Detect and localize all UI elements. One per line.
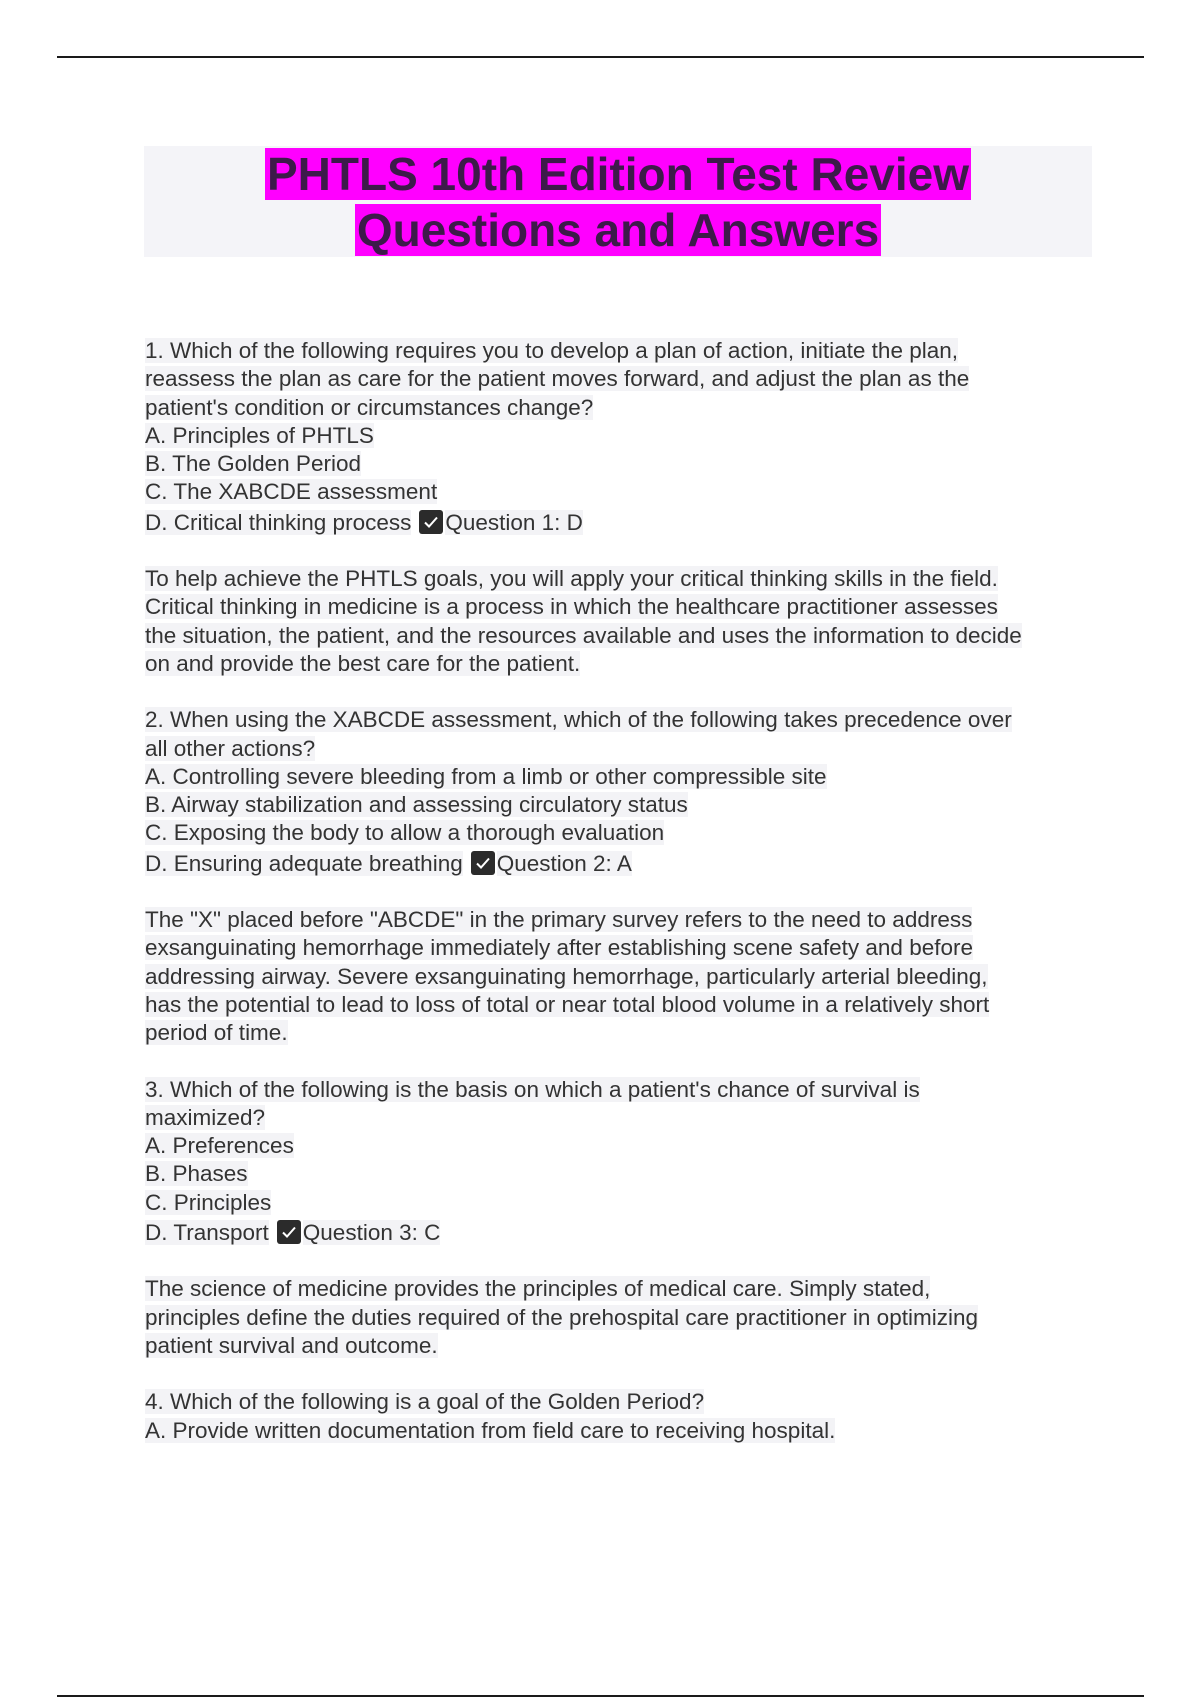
title-band <box>144 146 1092 257</box>
question-stem-line <box>145 1388 1100 1416</box>
answer-option-text: A. Provide written documentation from field care to receiving hospital. <box>145 1417 836 1443</box>
answer-option: D. Critical thinking process <box>145 509 412 535</box>
answer-option: D. Transport <box>145 1220 269 1246</box>
explanation-line <box>145 622 1100 650</box>
explanation-line-text: exsanguinating hemorrhage immediately after establishing scene safety and before <box>145 935 973 961</box>
question-stem-line-text: 1. Which of the following requires you to develop a plan of action, initiate the plan, <box>145 338 958 363</box>
answer-option-text: A. Controlling severe bleeding from a limb or other compressible site <box>145 763 827 789</box>
question-stem-line-text: patient's condition or circumstances change? <box>145 394 594 420</box>
explanation-block <box>145 906 1100 1047</box>
answer-option <box>145 763 1100 791</box>
question-stem-line <box>145 706 1100 734</box>
title-line-1 <box>144 146 1092 202</box>
question-stem-line <box>145 365 1100 393</box>
answer-option-text: B. Airway stabilization and assessing circulatory status <box>145 792 688 818</box>
bottom-rule <box>57 1695 1144 1697</box>
answer-option <box>145 1417 1100 1445</box>
explanation-line-text: the situation, the patient, and the resources available and uses the information to decide <box>145 622 1022 648</box>
title-highlight-2: Questions and Answers <box>356 204 880 256</box>
check-mark-icon <box>471 851 495 875</box>
check-mark-icon <box>419 510 443 534</box>
explanation-line-text: The "X" placed before "ABCDE" in the primary survey refers to the need to address <box>145 907 973 933</box>
question-stem-line-text: 2. When using the XABCDE assessment, which of the following takes precedence over <box>145 707 1012 733</box>
explanation-line <box>145 991 1100 1019</box>
check-mark-icon <box>277 1220 301 1244</box>
answer-option <box>145 1160 1100 1188</box>
explanation-line-text: has the potential to lead to loss of total or near total blood volume in a relatively short <box>145 991 990 1017</box>
answer-option-text: A. Preferences <box>145 1133 294 1159</box>
answer-option-text: C. Exposing the body to allow a thorough evaluation <box>145 820 665 846</box>
title-highlight-1: PHTLS 10th Edition Test Review <box>266 148 970 200</box>
answer-option-text: C. Principles <box>145 1189 272 1215</box>
explanation-line-text: on and provide the best care for the patient. <box>145 650 581 676</box>
document-body <box>145 337 1100 1473</box>
top-rule <box>57 56 1144 58</box>
question-stem-line <box>145 394 1100 422</box>
explanation-block <box>145 565 1100 678</box>
answer-option: D. Ensuring adequate breathing <box>145 850 463 876</box>
title-line-2 <box>144 202 1092 258</box>
explanation-line <box>145 1332 1100 1360</box>
answer-option-with-key <box>145 1219 1100 1247</box>
answer-option <box>145 819 1100 847</box>
answer-key: Question 2: A <box>496 850 632 876</box>
explanation-line <box>145 1304 1100 1332</box>
explanation-line <box>145 593 1100 621</box>
explanation-line <box>145 906 1100 934</box>
answer-key: Question 3: C <box>302 1220 441 1246</box>
question-block <box>145 1076 1100 1248</box>
question-stem-line <box>145 1104 1100 1132</box>
explanation-line-text: period of time. <box>145 1020 288 1046</box>
answer-option-text: B. The Golden Period <box>145 451 361 477</box>
answer-option <box>145 478 1100 506</box>
answer-option <box>145 450 1100 478</box>
explanation-line-text: To help achieve the PHTLS goals, you will apply your critical thinking skills in the field. <box>145 566 998 592</box>
question-stem-line-text: all other actions? <box>145 735 316 761</box>
question-stem-line <box>145 337 1100 365</box>
question-stem-line-text: 3. Which of the following is the basis on which a patient's chance of survival is <box>145 1076 920 1102</box>
question-stem-line-text: maximized? <box>145 1104 266 1130</box>
question-stem-line-text: 4. Which of the following is a goal of the Golden Period? <box>145 1389 705 1415</box>
answer-option-text: C. The XABCDE assessment <box>145 479 438 505</box>
answer-option-with-key <box>145 850 1100 878</box>
answer-option <box>145 791 1100 819</box>
explanation-line <box>145 650 1100 678</box>
question-block <box>145 1388 1100 1445</box>
explanation-line <box>145 565 1100 593</box>
explanation-line <box>145 934 1100 962</box>
answer-option <box>145 1132 1100 1160</box>
answer-option-with-key <box>145 509 1100 537</box>
explanation-line <box>145 963 1100 991</box>
question-stem-line <box>145 735 1100 763</box>
answer-option-text: B. Phases <box>145 1161 248 1187</box>
explanation-block <box>145 1275 1100 1360</box>
question-block <box>145 337 1100 537</box>
answer-option <box>145 422 1100 450</box>
explanation-line-text: addressing airway. Severe exsanguinating hemorrhage, particularly arterial bleeding, <box>145 963 988 989</box>
question-stem-line-text: reassess the plan as care for the patient moves forward, and adjust the plan as the <box>145 366 970 392</box>
answer-option <box>145 1189 1100 1217</box>
answer-key: Question 1: D <box>445 509 583 535</box>
explanation-line-text: patient survival and outcome. <box>145 1332 438 1358</box>
explanation-line <box>145 1275 1100 1303</box>
question-stem-line <box>145 1076 1100 1104</box>
explanation-line-text: The science of medicine provides the principles of medical care. Simply stated, <box>145 1276 931 1302</box>
explanation-line-text: principles define the duties required of the prehospital care practitioner in optimizing <box>145 1304 978 1330</box>
question-block <box>145 706 1100 878</box>
answer-option-text: A. Principles of PHTLS <box>145 422 374 448</box>
explanation-line <box>145 1019 1100 1047</box>
explanation-line-text: Critical thinking in medicine is a process in which the healthcare practitioner assesses <box>145 594 998 620</box>
